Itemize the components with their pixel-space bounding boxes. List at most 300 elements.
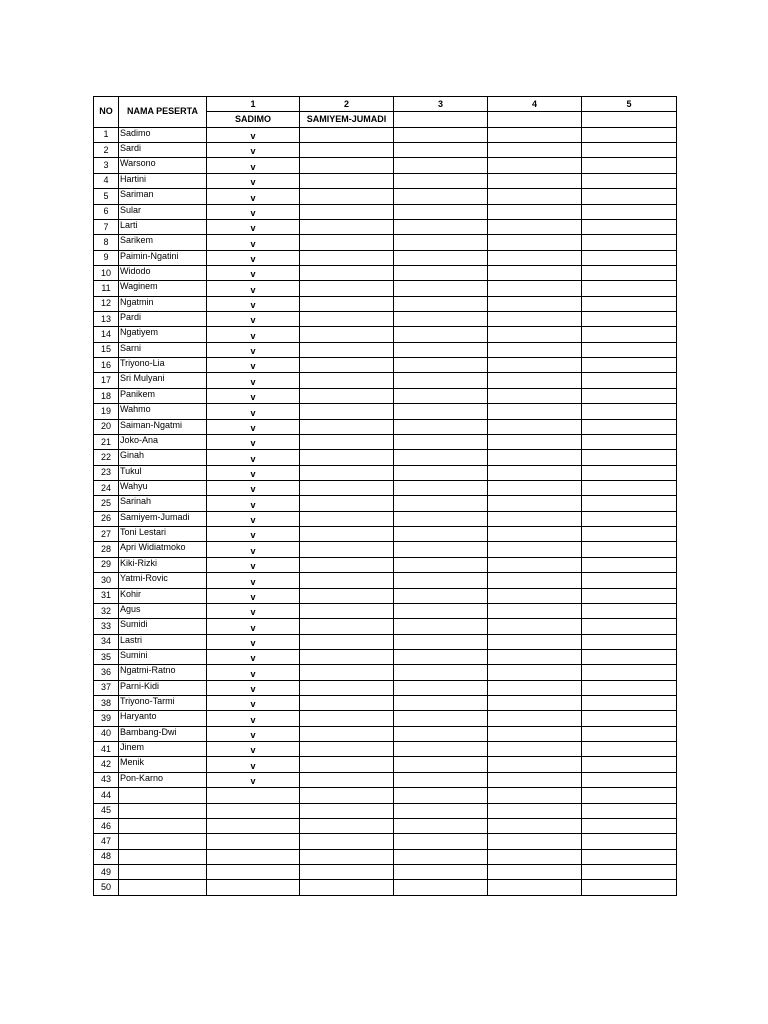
attendance-mark: v [207, 726, 300, 741]
attendance-mark [582, 204, 677, 219]
attendance-mark [582, 726, 677, 741]
attendance-mark [300, 542, 394, 557]
attendance-mark [394, 496, 488, 511]
participant-name: Panikem [119, 388, 207, 403]
attendance-mark: v [207, 327, 300, 342]
row-number: 27 [94, 527, 119, 542]
attendance-mark [394, 696, 488, 711]
attendance-mark [394, 665, 488, 680]
attendance-mark [300, 849, 394, 864]
attendance-mark [394, 312, 488, 327]
attendance-mark [488, 281, 582, 296]
participant-name: Agus [119, 603, 207, 618]
table-row [94, 358, 677, 373]
attendance-mark [300, 404, 394, 419]
attendance-mark [300, 189, 394, 204]
attendance-mark [582, 527, 677, 542]
attendance-mark [394, 527, 488, 542]
column-name-header [582, 112, 677, 127]
attendance-mark [582, 480, 677, 495]
attendance-mark [582, 250, 677, 265]
attendance-mark: v [207, 143, 300, 158]
attendance-mark: v [207, 219, 300, 234]
attendance-mark [582, 573, 677, 588]
attendance-mark: v [207, 696, 300, 711]
participant-name: Sular [119, 204, 207, 219]
row-number: 10 [94, 265, 119, 280]
attendance-mark [300, 434, 394, 449]
attendance-mark [300, 388, 394, 403]
attendance-mark: v [207, 296, 300, 311]
attendance-mark [488, 204, 582, 219]
attendance-mark [582, 327, 677, 342]
table-row [94, 864, 677, 879]
table-row [94, 373, 677, 388]
participant-name: Sardi [119, 143, 207, 158]
participant-name: Jinem [119, 742, 207, 757]
participant-name: Kiki-Rizki [119, 557, 207, 572]
row-number: 7 [94, 219, 119, 234]
attendance-mark: v [207, 557, 300, 572]
participant-name [119, 788, 207, 803]
attendance-mark [300, 573, 394, 588]
attendance-mark: v [207, 619, 300, 634]
row-number: 40 [94, 726, 119, 741]
participant-name [119, 880, 207, 895]
table-row [94, 127, 677, 142]
attendance-mark: v [207, 573, 300, 588]
attendance-mark [488, 542, 582, 557]
attendance-table [93, 96, 677, 896]
attendance-mark [207, 818, 300, 833]
attendance-mark [488, 834, 582, 849]
attendance-mark [207, 803, 300, 818]
table-row [94, 296, 677, 311]
row-number: 41 [94, 742, 119, 757]
attendance-mark [300, 818, 394, 833]
participant-name: Sumidi [119, 619, 207, 634]
table-row [94, 849, 677, 864]
attendance-mark [300, 143, 394, 158]
attendance-mark [582, 419, 677, 434]
row-number: 39 [94, 711, 119, 726]
attendance-mark [207, 864, 300, 879]
attendance-mark [300, 373, 394, 388]
table-row [94, 312, 677, 327]
table-row [94, 158, 677, 173]
table-row [94, 557, 677, 572]
attendance-mark: v [207, 588, 300, 603]
attendance-mark [582, 189, 677, 204]
attendance-mark [300, 772, 394, 787]
attendance-mark [394, 880, 488, 895]
attendance-mark [300, 281, 394, 296]
participant-name: Sri Mulyani [119, 373, 207, 388]
attendance-mark [582, 772, 677, 787]
participant-name: Paimin-Ngatini [119, 250, 207, 265]
attendance-mark [582, 281, 677, 296]
row-number: 5 [94, 189, 119, 204]
attendance-mark [300, 726, 394, 741]
column-name-header [488, 112, 582, 127]
table-row [94, 603, 677, 618]
attendance-mark [394, 788, 488, 803]
attendance-mark [582, 511, 677, 526]
attendance-mark [300, 296, 394, 311]
attendance-mark [582, 235, 677, 250]
attendance-mark [582, 803, 677, 818]
attendance-mark: v [207, 680, 300, 695]
table-row [94, 649, 677, 664]
row-number: 16 [94, 358, 119, 373]
participant-name: Parni-Kidi [119, 680, 207, 695]
attendance-mark [300, 204, 394, 219]
attendance-mark [488, 757, 582, 772]
column-name-header [394, 112, 488, 127]
table-row [94, 665, 677, 680]
attendance-mark: v [207, 603, 300, 618]
attendance-mark [582, 434, 677, 449]
participant-name: Sumini [119, 649, 207, 664]
attendance-mark [300, 634, 394, 649]
table-row [94, 465, 677, 480]
attendance-mark [394, 189, 488, 204]
column-number-header: 5 [582, 97, 677, 112]
participant-name: Kohir [119, 588, 207, 603]
attendance-mark [582, 312, 677, 327]
attendance-mark [300, 527, 394, 542]
table-row [94, 434, 677, 449]
attendance-mark [582, 603, 677, 618]
attendance-mark [300, 864, 394, 879]
attendance-mark [300, 250, 394, 265]
table-row [94, 480, 677, 495]
row-number: 6 [94, 204, 119, 219]
participant-name: Triyono-Tarmi [119, 696, 207, 711]
attendance-mark [300, 465, 394, 480]
attendance-mark [488, 788, 582, 803]
attendance-mark [394, 557, 488, 572]
row-number: 20 [94, 419, 119, 434]
attendance-mark [488, 573, 582, 588]
attendance-mark [488, 818, 582, 833]
row-number: 12 [94, 296, 119, 311]
table-row [94, 619, 677, 634]
row-number: 25 [94, 496, 119, 511]
attendance-mark [300, 680, 394, 695]
row-number: 32 [94, 603, 119, 618]
attendance-mark: v [207, 189, 300, 204]
attendance-mark [394, 204, 488, 219]
attendance-mark [488, 619, 582, 634]
table-row [94, 404, 677, 419]
column-number-header: 4 [488, 97, 582, 112]
attendance-mark [488, 189, 582, 204]
row-number: 4 [94, 173, 119, 188]
attendance-mark [488, 419, 582, 434]
attendance-mark [300, 312, 394, 327]
row-number: 26 [94, 511, 119, 526]
participant-name: Toni Lestari [119, 527, 207, 542]
attendance-mark [582, 619, 677, 634]
participant-name: Sadimo [119, 127, 207, 142]
attendance-mark [488, 557, 582, 572]
attendance-mark [300, 711, 394, 726]
attendance-mark [394, 143, 488, 158]
attendance-table-body [94, 97, 677, 896]
participant-name: Larti [119, 219, 207, 234]
row-number: 37 [94, 680, 119, 695]
row-number: 31 [94, 588, 119, 603]
attendance-mark: v [207, 358, 300, 373]
attendance-mark [488, 588, 582, 603]
attendance-mark: v [207, 388, 300, 403]
attendance-mark [394, 450, 488, 465]
attendance-mark [488, 143, 582, 158]
attendance-mark [394, 726, 488, 741]
attendance-mark [394, 250, 488, 265]
participant-name: Widodo [119, 265, 207, 280]
attendance-mark [488, 235, 582, 250]
attendance-mark [394, 480, 488, 495]
attendance-mark [300, 788, 394, 803]
row-number: 21 [94, 434, 119, 449]
row-number: 35 [94, 649, 119, 664]
attendance-mark: v [207, 173, 300, 188]
participant-name: Sarni [119, 342, 207, 357]
attendance-mark [394, 834, 488, 849]
attendance-mark: v [207, 465, 300, 480]
attendance-mark [394, 373, 488, 388]
attendance-mark [582, 880, 677, 895]
attendance-mark [582, 696, 677, 711]
table-row [94, 757, 677, 772]
attendance-mark [300, 450, 394, 465]
row-number: 29 [94, 557, 119, 572]
attendance-mark [488, 127, 582, 142]
attendance-mark [488, 296, 582, 311]
participant-name [119, 864, 207, 879]
participant-name: Bambang-Dwi [119, 726, 207, 741]
attendance-mark [488, 880, 582, 895]
attendance-mark [488, 158, 582, 173]
row-number: 14 [94, 327, 119, 342]
attendance-mark [488, 465, 582, 480]
participant-name: Triyono-Lia [119, 358, 207, 373]
attendance-mark [394, 803, 488, 818]
row-number: 23 [94, 465, 119, 480]
attendance-mark [582, 818, 677, 833]
attendance-mark [300, 358, 394, 373]
participant-name: Apri Widiatmoko [119, 542, 207, 557]
attendance-mark [488, 527, 582, 542]
table-row [94, 803, 677, 818]
participant-name: Haryanto [119, 711, 207, 726]
attendance-mark [394, 849, 488, 864]
attendance-mark [394, 173, 488, 188]
attendance-mark: v [207, 265, 300, 280]
attendance-mark [488, 726, 582, 741]
attendance-mark [488, 373, 582, 388]
attendance-mark [582, 143, 677, 158]
table-row [94, 542, 677, 557]
table-row [94, 680, 677, 695]
attendance-mark [582, 158, 677, 173]
attendance-mark [394, 588, 488, 603]
attendance-mark [394, 265, 488, 280]
row-number: 45 [94, 803, 119, 818]
table-row [94, 450, 677, 465]
attendance-mark [300, 235, 394, 250]
table-row [94, 388, 677, 403]
attendance-mark [488, 849, 582, 864]
row-number: 9 [94, 250, 119, 265]
row-number: 43 [94, 772, 119, 787]
table-row [94, 573, 677, 588]
attendance-mark: v [207, 250, 300, 265]
participant-name [119, 803, 207, 818]
nama-peserta-header: NAMA PESERTA [119, 97, 207, 128]
attendance-mark [394, 235, 488, 250]
attendance-mark [582, 127, 677, 142]
attendance-mark: v [207, 527, 300, 542]
attendance-mark: v [207, 127, 300, 142]
row-number: 13 [94, 312, 119, 327]
attendance-mark [394, 573, 488, 588]
attendance-mark [207, 849, 300, 864]
attendance-mark [488, 327, 582, 342]
attendance-mark [300, 158, 394, 173]
attendance-mark [488, 404, 582, 419]
attendance-mark [207, 834, 300, 849]
attendance-mark [394, 388, 488, 403]
attendance-mark [394, 158, 488, 173]
participant-name: Ngatmin [119, 296, 207, 311]
attendance-mark [300, 803, 394, 818]
attendance-mark: v [207, 649, 300, 664]
attendance-mark [582, 711, 677, 726]
participant-name [119, 834, 207, 849]
attendance-mark [394, 603, 488, 618]
row-number: 22 [94, 450, 119, 465]
table-row [94, 342, 677, 357]
attendance-mark [207, 788, 300, 803]
row-number: 11 [94, 281, 119, 296]
attendance-mark [300, 480, 394, 495]
table-row [94, 189, 677, 204]
column-name-header: SAMIYEM-JUMADI [300, 112, 394, 127]
attendance-mark [488, 342, 582, 357]
table-row [94, 726, 677, 741]
attendance-mark [300, 757, 394, 772]
row-number: 46 [94, 818, 119, 833]
attendance-mark [488, 312, 582, 327]
participant-name: Pon-Karno [119, 772, 207, 787]
participant-name: Pardi [119, 312, 207, 327]
attendance-mark [394, 419, 488, 434]
attendance-mark [394, 281, 488, 296]
column-number-header: 1 [207, 97, 300, 112]
attendance-mark [582, 849, 677, 864]
attendance-mark [394, 434, 488, 449]
attendance-mark [394, 358, 488, 373]
row-number: 18 [94, 388, 119, 403]
participant-name: Menik [119, 757, 207, 772]
attendance-mark [300, 696, 394, 711]
row-number: 28 [94, 542, 119, 557]
row-number: 34 [94, 634, 119, 649]
attendance-mark [300, 511, 394, 526]
attendance-mark [300, 603, 394, 618]
attendance-mark [394, 772, 488, 787]
attendance-mark [394, 296, 488, 311]
attendance-mark [488, 219, 582, 234]
attendance-mark [394, 680, 488, 695]
attendance-mark: v [207, 542, 300, 557]
attendance-mark [582, 265, 677, 280]
attendance-mark: v [207, 434, 300, 449]
attendance-mark [300, 342, 394, 357]
attendance-mark [582, 557, 677, 572]
table-row [94, 711, 677, 726]
table-row [94, 880, 677, 895]
table-row [94, 235, 677, 250]
table-row [94, 834, 677, 849]
table-row [94, 511, 677, 526]
attendance-mark [300, 557, 394, 572]
participant-name: Yatmi-Rovic [119, 573, 207, 588]
attendance-mark [394, 818, 488, 833]
attendance-mark: v [207, 312, 300, 327]
attendance-mark [300, 665, 394, 680]
row-number: 17 [94, 373, 119, 388]
attendance-mark [582, 665, 677, 680]
table-row [94, 204, 677, 219]
attendance-mark [582, 496, 677, 511]
attendance-mark: v [207, 496, 300, 511]
column-number-header: 3 [394, 97, 488, 112]
attendance-mark [394, 711, 488, 726]
attendance-mark [300, 649, 394, 664]
attendance-mark: v [207, 204, 300, 219]
attendance-mark [394, 864, 488, 879]
attendance-mark [582, 450, 677, 465]
table-row [94, 250, 677, 265]
attendance-mark [488, 680, 582, 695]
participant-name [119, 849, 207, 864]
column-name-header: SADIMO [207, 112, 300, 127]
attendance-mark [582, 388, 677, 403]
table-row [94, 788, 677, 803]
participant-name: Wahyu [119, 480, 207, 495]
row-number: 38 [94, 696, 119, 711]
attendance-mark [394, 404, 488, 419]
attendance-mark [488, 603, 582, 618]
attendance-mark: v [207, 757, 300, 772]
no-header: NO [94, 97, 119, 128]
participant-name: Wahmo [119, 404, 207, 419]
attendance-mark [488, 742, 582, 757]
attendance-mark: v [207, 404, 300, 419]
attendance-mark [488, 250, 582, 265]
table-row [94, 588, 677, 603]
attendance-mark [207, 880, 300, 895]
attendance-mark [488, 634, 582, 649]
attendance-mark [300, 265, 394, 280]
attendance-mark [488, 864, 582, 879]
row-number: 36 [94, 665, 119, 680]
attendance-mark [300, 619, 394, 634]
